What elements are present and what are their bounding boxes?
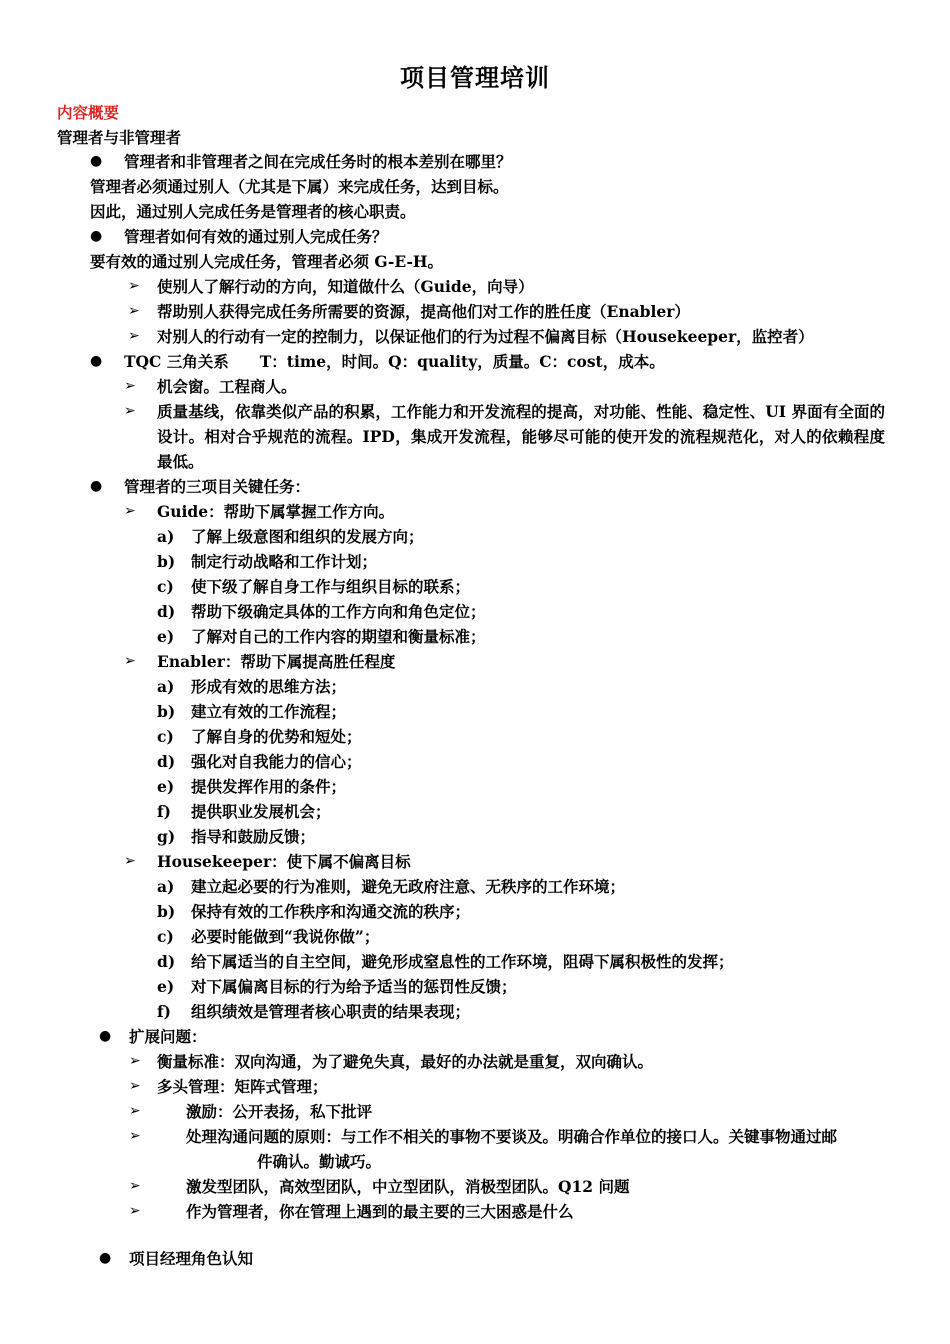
- extension-item: 多头管理：矩阵式管理；: [157, 1077, 328, 1096]
- list-item: 形成有效的思维方法；: [191, 677, 347, 696]
- list-item: 使下级了解自身工作与组织目标的联系；: [191, 577, 471, 596]
- list-item: 建立起必要的行为准则，避免无政府注意、无秩序的工作环境；: [191, 877, 626, 896]
- bullet-icon: ●: [90, 228, 103, 244]
- arrow-bullet-icon: ➢: [129, 1053, 141, 1069]
- geh-item: 使别人了解行动的方向，知道做什么（Guide，向导）: [157, 277, 534, 296]
- list-item: 制定行动战略和工作计划；: [191, 552, 378, 571]
- tasks-heading: 管理者的三项目关键任务：: [124, 477, 311, 496]
- question-1: 管理者和非管理者之间在完成任务时的根本差别在哪里？: [124, 152, 512, 171]
- bullet-icon: ●: [90, 153, 103, 169]
- list-item: 给下属适当的自主空间，避免形成窒息性的工作环境，阻碍下属积极性的发挥；: [191, 952, 734, 971]
- list-label: e): [157, 777, 175, 796]
- arrow-bullet-icon: ➢: [124, 503, 136, 519]
- arrow-bullet-icon: ➢: [129, 1078, 141, 1094]
- section-heading: 内容概要: [57, 103, 120, 122]
- list-label: c): [157, 577, 174, 596]
- arrow-bullet-icon: ➢: [124, 378, 136, 394]
- answer-1-line-2: 因此，通过别人完成任务是管理者的核心职责。: [90, 202, 416, 221]
- list-item: 组织绩效是管理者核心职责的结果表现；: [191, 1002, 471, 1021]
- question-2: 管理者如何有效的通过别人完成任务？: [124, 227, 388, 246]
- list-item: 了解自身的优势和短处；: [191, 727, 362, 746]
- answer-1-line-1: 管理者必须通过别人（尤其是下属）来完成任务，达到目标。: [90, 177, 509, 196]
- list-label: d): [157, 752, 176, 771]
- tqc-heading: TQC 三角关系 T：time，时间。Q：quality，质量。C：cost，成本。: [124, 352, 665, 371]
- bullet-icon: ●: [99, 1250, 112, 1266]
- arrow-bullet-icon: ➢: [124, 853, 136, 869]
- list-item: 了解上级意图和组织的发展方向；: [191, 527, 424, 546]
- list-label: d): [157, 602, 176, 621]
- list-label: c): [157, 727, 174, 746]
- guide-heading: Guide：帮助下属掌握工作方向。: [157, 502, 395, 521]
- pm-role-heading: 项目经理角色认知: [129, 1249, 254, 1268]
- list-label: b): [157, 902, 176, 921]
- document-title: 项目管理培训: [400, 63, 550, 92]
- list-label: f): [157, 802, 172, 821]
- arrow-bullet-icon: ➢: [124, 653, 136, 669]
- list-label: e): [157, 977, 175, 996]
- list-item: 提供职业发展机会；: [191, 802, 331, 821]
- list-label: e): [157, 627, 175, 646]
- extension-item: 激发型团队，高效型团队，中立型团队，消极型团队。Q12 问题: [186, 1177, 630, 1196]
- list-label: c): [157, 927, 174, 946]
- bullet-icon: ●: [90, 353, 103, 369]
- list-item: 指导和鼓励反馈；: [191, 827, 316, 846]
- list-label: g): [157, 827, 176, 846]
- list-item: 保持有效的工作秩序和沟通交流的秩序；: [191, 902, 471, 921]
- housekeeper-heading: Housekeeper：使下属不偏离目标: [157, 852, 411, 871]
- extension-heading: 扩展问题：: [129, 1027, 207, 1046]
- list-item: 对下属偏离目标的行为给予适当的惩罚性反馈；: [191, 977, 517, 996]
- list-item: 提供发挥作用的条件；: [191, 777, 347, 796]
- list-label: d): [157, 952, 176, 971]
- extension-item-continuation: 件确认。勤诚巧。: [257, 1152, 382, 1171]
- extension-item: 激励：公开表扬，私下批评: [186, 1102, 373, 1121]
- extension-item: 处理沟通问题的原则：与工作不相关的事物不要谈及。明确合作单位的接口人。关键事物通过邮: [186, 1127, 838, 1146]
- arrow-bullet-icon: ➢: [129, 1178, 141, 1194]
- arrow-bullet-icon: ➢: [124, 403, 136, 419]
- extension-item: 衡量标准：双向沟通，为了避免失真，最好的办法就是重复，双向确认。: [157, 1052, 654, 1071]
- list-item: 了解对自己的工作内容的期望和衡量标准；: [191, 627, 486, 646]
- list-item: 建立有效的工作流程；: [191, 702, 347, 721]
- extension-item: 作为管理者，你在管理上遇到的最主要的三大困惑是什么: [186, 1202, 574, 1221]
- arrow-bullet-icon: ➢: [128, 278, 140, 294]
- bullet-icon: ●: [99, 1028, 112, 1044]
- arrow-bullet-icon: ➢: [129, 1103, 141, 1119]
- bullet-icon: ●: [90, 478, 103, 494]
- list-label: f): [157, 1002, 172, 1021]
- list-label: a): [157, 877, 175, 896]
- list-label: b): [157, 552, 176, 571]
- tqc-item: 机会窗。工程商人。: [157, 377, 297, 396]
- arrow-bullet-icon: ➢: [128, 328, 140, 344]
- list-label: a): [157, 677, 175, 696]
- tqc-item: 质量基线，依靠类似产品的积累，工作能力和开发流程的提高，对功能、性能、稳定性、UI 界面有全面的设计。相对合乎规范的流程。IPD，集成开发流程，能够尽可能的使开发的流程规范化，对人的依赖程度最低。: [157, 402, 885, 471]
- geh-item: 帮助别人获得完成任务所需要的资源，提高他们对工作的胜任度（Enabler）: [157, 302, 690, 321]
- answer-2: 要有效的通过别人完成任务，管理者必须 G-E-H。: [90, 252, 444, 271]
- list-item: 强化对自我能力的信心；: [191, 752, 362, 771]
- subtitle: 管理者与非管理者: [57, 128, 182, 147]
- list-item: 必要时能做到“我说你做”；: [191, 927, 380, 946]
- arrow-bullet-icon: ➢: [129, 1203, 141, 1219]
- list-label: a): [157, 527, 175, 546]
- list-label: b): [157, 702, 176, 721]
- enabler-heading: Enabler：帮助下属提高胜任程度: [157, 652, 396, 671]
- geh-item: 对别人的行动有一定的控制力，以保证他们的行为过程不偏离目标（Housekeeper，监控者）: [157, 327, 814, 346]
- list-item: 帮助下级确定具体的工作方向和角色定位；: [191, 602, 486, 621]
- arrow-bullet-icon: ➢: [129, 1128, 141, 1144]
- arrow-bullet-icon: ➢: [128, 303, 140, 319]
